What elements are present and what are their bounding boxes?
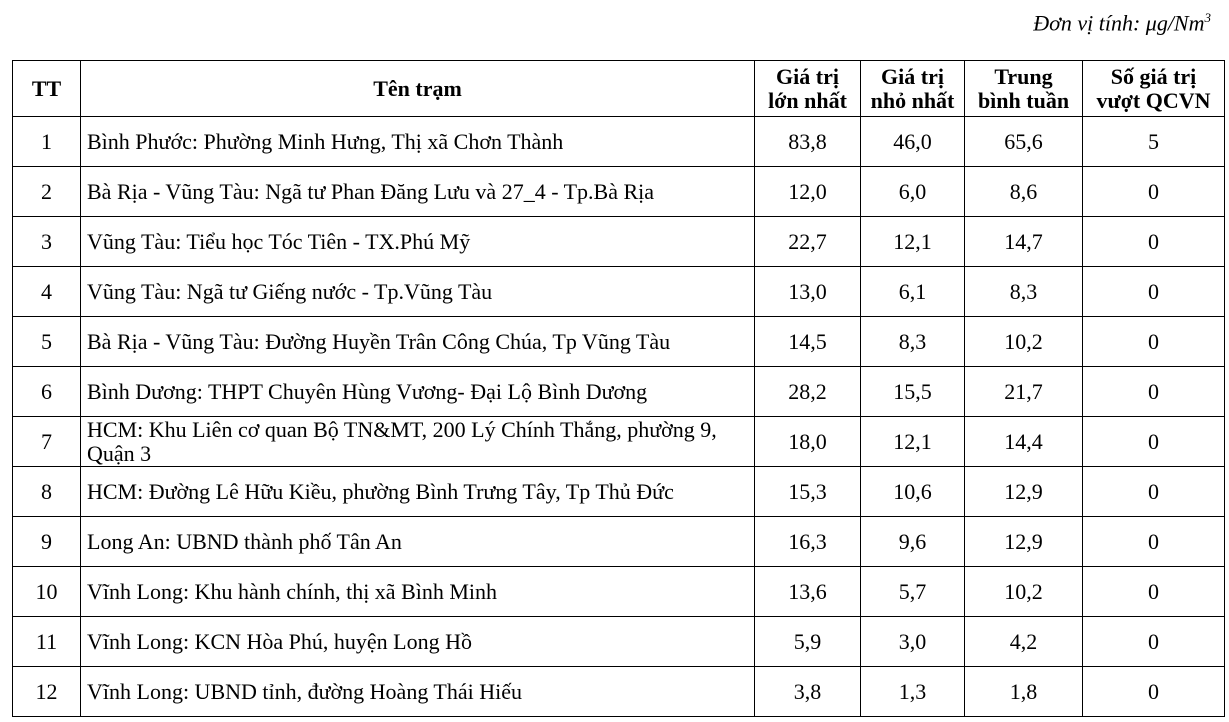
table-row xyxy=(13,317,1225,367)
cell-min: 3,0 xyxy=(861,617,965,667)
cell-max: 18,0 xyxy=(755,417,861,467)
cell-min: 12,1 xyxy=(861,217,965,267)
cell-max: 83,8 xyxy=(755,117,861,167)
cell-max: 13,6 xyxy=(755,567,861,617)
header-max-line1: Giá trị xyxy=(776,63,839,89)
cell-station-name: Vũng Tàu: Tiểu học Tóc Tiên - TX.Phú Mỹ xyxy=(81,217,755,267)
cell-station-name: Vĩnh Long: KCN Hòa Phú, huyện Long Hồ xyxy=(81,617,755,667)
cell-tt: 7 xyxy=(13,417,81,467)
header-min-line1: Giá trị xyxy=(881,63,944,89)
header-max xyxy=(755,61,861,117)
cell-avg: 14,7 xyxy=(965,217,1083,267)
cell-exceed: 0 xyxy=(1083,417,1225,467)
cell-max: 15,3 xyxy=(755,467,861,517)
cell-avg: 21,7 xyxy=(965,367,1083,417)
cell-station-name: Vĩnh Long: UBND tỉnh, đường Hoàng Thái Hiếu xyxy=(81,667,755,717)
cell-tt: 12 xyxy=(13,667,81,717)
cell-avg: 1,8 xyxy=(965,667,1083,717)
cell-exceed: 0 xyxy=(1083,567,1225,617)
cell-exceed: 0 xyxy=(1083,167,1225,217)
cell-tt: 9 xyxy=(13,517,81,567)
cell-avg: 8,6 xyxy=(965,167,1083,217)
unit-label xyxy=(1033,10,1211,36)
cell-station-name: Bình Dương: THPT Chuyên Hùng Vương- Đại Lộ Bình Dương xyxy=(81,367,755,417)
cell-min: 8,3 xyxy=(861,317,965,367)
cell-station-name: HCM: Đường Lê Hữu Kiều, phường Bình Trưng Tây, Tp Thủ Đức xyxy=(81,467,755,517)
cell-avg: 4,2 xyxy=(965,617,1083,667)
table-row xyxy=(13,617,1225,667)
cell-exceed: 0 xyxy=(1083,367,1225,417)
cell-station-name: Long An: UBND thành phố Tân An xyxy=(81,517,755,567)
cell-max: 16,3 xyxy=(755,517,861,567)
cell-min: 46,0 xyxy=(861,117,965,167)
cell-tt: 11 xyxy=(13,617,81,667)
header-station-name: Tên trạm xyxy=(81,61,755,117)
cell-station-name: Vĩnh Long: Khu hành chính, thị xã Bình Minh xyxy=(81,567,755,617)
cell-exceed: 0 xyxy=(1083,217,1225,267)
cell-min: 6,1 xyxy=(861,267,965,317)
cell-avg: 10,2 xyxy=(965,567,1083,617)
header-exceed-line2: vượt QCVN xyxy=(1096,87,1211,113)
cell-tt: 3 xyxy=(13,217,81,267)
header-exceed xyxy=(1083,61,1225,117)
cell-min: 1,3 xyxy=(861,667,965,717)
cell-tt: 5 xyxy=(13,317,81,367)
cell-exceed: 0 xyxy=(1083,517,1225,567)
cell-avg: 14,4 xyxy=(965,417,1083,467)
cell-max: 28,2 xyxy=(755,367,861,417)
cell-tt: 2 xyxy=(13,167,81,217)
cell-exceed: 0 xyxy=(1083,317,1225,367)
header-row xyxy=(13,61,1225,117)
header-max-line2: lớn nhất xyxy=(768,87,847,113)
cell-min: 15,5 xyxy=(861,367,965,417)
cell-avg: 8,3 xyxy=(965,267,1083,317)
unit-superscript: 3 xyxy=(1204,10,1211,25)
cell-avg: 10,2 xyxy=(965,317,1083,367)
table-row xyxy=(13,517,1225,567)
cell-station-name: HCM: Khu Liên cơ quan Bộ TN&MT, 200 Lý Chính Thắng, phường 9, Quận 3 xyxy=(81,417,755,467)
cell-avg: 65,6 xyxy=(965,117,1083,167)
cell-max: 14,5 xyxy=(755,317,861,367)
cell-exceed: 0 xyxy=(1083,617,1225,667)
cell-tt: 10 xyxy=(13,567,81,617)
header-tt: TT xyxy=(13,61,81,117)
header-avg-line1: Trung xyxy=(994,63,1053,89)
cell-station-name: Vũng Tàu: Ngã tư Giếng nước - Tp.Vũng Tàu xyxy=(81,267,755,317)
cell-max: 5,9 xyxy=(755,617,861,667)
cell-tt: 4 xyxy=(13,267,81,317)
header-avg-line2: bình tuần xyxy=(977,87,1070,113)
cell-min: 6,0 xyxy=(861,167,965,217)
table-row xyxy=(13,167,1225,217)
cell-tt: 6 xyxy=(13,367,81,417)
cell-tt: 1 xyxy=(13,117,81,167)
header-min xyxy=(861,61,965,117)
table-row xyxy=(13,367,1225,417)
air-quality-table xyxy=(12,60,1225,717)
table-row xyxy=(13,567,1225,617)
cell-max: 3,8 xyxy=(755,667,861,717)
unit-text: Đơn vị tính: μg/Nm xyxy=(1033,10,1205,36)
table-row xyxy=(13,467,1225,517)
cell-max: 22,7 xyxy=(755,217,861,267)
table-row xyxy=(13,267,1225,317)
cell-max: 12,0 xyxy=(755,167,861,217)
cell-avg: 12,9 xyxy=(965,517,1083,567)
header-exceed-line1: Số giá trị xyxy=(1110,63,1197,89)
cell-station-name: Bà Rịa - Vũng Tàu: Đường Huyền Trân Công Chúa, Tp Vũng Tàu xyxy=(81,317,755,367)
table-row xyxy=(13,667,1225,717)
table-row xyxy=(13,417,1225,467)
table-row xyxy=(13,217,1225,267)
cell-min: 5,7 xyxy=(861,567,965,617)
cell-station-name: Bình Phước: Phường Minh Hưng, Thị xã Chơn Thành xyxy=(81,117,755,167)
header-min-line2: nhỏ nhất xyxy=(870,87,955,113)
cell-min: 12,1 xyxy=(861,417,965,467)
cell-min: 9,6 xyxy=(861,517,965,567)
cell-avg: 12,9 xyxy=(965,467,1083,517)
header-avg xyxy=(965,61,1083,117)
cell-min: 10,6 xyxy=(861,467,965,517)
table-row xyxy=(13,117,1225,167)
cell-exceed: 0 xyxy=(1083,467,1225,517)
cell-exceed: 5 xyxy=(1083,117,1225,167)
cell-tt: 8 xyxy=(13,467,81,517)
cell-exceed: 0 xyxy=(1083,267,1225,317)
cell-exceed: 0 xyxy=(1083,667,1225,717)
cell-station-name: Bà Rịa - Vũng Tàu: Ngã tư Phan Đăng Lưu và 27_4 - Tp.Bà Rịa xyxy=(81,167,755,217)
cell-max: 13,0 xyxy=(755,267,861,317)
